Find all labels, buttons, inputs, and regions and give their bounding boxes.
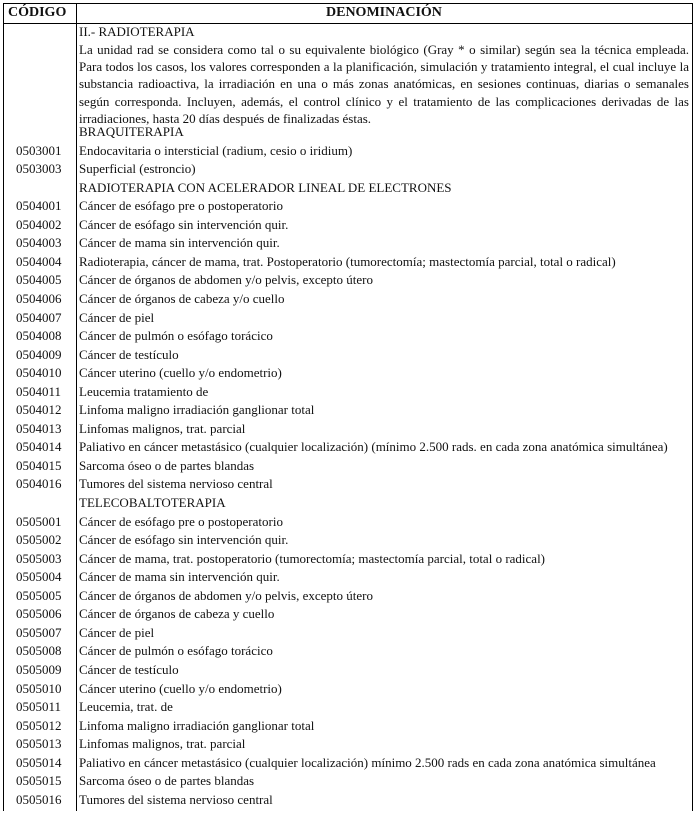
row-code: 0504010 <box>16 365 62 381</box>
table-row <box>0 401 698 420</box>
table-row <box>0 271 698 290</box>
table-row <box>0 197 698 216</box>
table-row <box>0 142 698 161</box>
table-top-border <box>3 3 693 4</box>
row-code: 0504013 <box>16 420 62 436</box>
row-denomination: Superficial (estroncio) <box>79 161 196 177</box>
row-denomination: Paliativo en cáncer metastásico (cualquier localización) (mínimo 2.500 rads. en cada zona anatómica simultánea) <box>79 439 668 455</box>
row-denomination: Cáncer de testículo <box>79 346 179 362</box>
row-code: 0504007 <box>16 309 62 325</box>
row-denomination: Cáncer de piel <box>79 624 155 640</box>
row-code: 0504011 <box>16 383 62 399</box>
table-row <box>0 457 698 476</box>
table-row <box>0 253 698 272</box>
table-row <box>0 216 698 235</box>
row-code: 0505001 <box>16 513 62 529</box>
row-denomination: Linfomas malignos, trat. parcial <box>79 420 246 436</box>
table-row <box>0 661 698 680</box>
subsection-heading-row <box>0 123 698 142</box>
row-denomination: Linfoma maligno irradiación ganglionar total <box>79 402 315 418</box>
row-denomination: Cáncer de esófago pre o postoperatorio <box>79 513 283 529</box>
table-row <box>0 346 698 365</box>
row-code: 0505010 <box>16 680 62 696</box>
table-row <box>0 587 698 606</box>
table-row <box>0 160 698 179</box>
row-denomination: Cáncer de testículo <box>79 661 179 677</box>
table-row <box>0 531 698 550</box>
row-code: 0504015 <box>16 457 62 473</box>
section-title-row <box>0 23 698 42</box>
row-code: 0504014 <box>16 439 62 455</box>
table-row <box>0 735 698 754</box>
row-denomination: Cáncer de pulmón o esófago torácico <box>79 328 273 344</box>
row-denomination: Radioterapia, cáncer de mama, trat. Postoperatorio (tumorectomía; mastectomía parcial, total o radical) <box>79 253 616 269</box>
row-code: 0504016 <box>16 476 62 492</box>
row-code: 0505011 <box>16 699 62 715</box>
table-row <box>0 234 698 253</box>
table-row <box>0 754 698 773</box>
row-denomination: Leucemia, trat. de <box>79 699 173 715</box>
row-denomination: Linfomas malignos, trat. parcial <box>79 736 246 752</box>
row-code: 0505015 <box>16 773 62 789</box>
section-title: II.- RADIOTERAPIA <box>79 24 195 39</box>
subsection-heading: BRAQUITERAPIA <box>79 124 184 139</box>
row-denomination: Cáncer de pulmón o esófago torácico <box>79 643 273 659</box>
row-denomination: Paliativo en cáncer metastásico (cualquier localización) mínimo 2.500 rads en cada zona anatómica simultánea <box>79 754 656 770</box>
row-code: 0505009 <box>16 661 62 677</box>
subsection-heading-row <box>0 494 698 513</box>
table-row <box>0 717 698 736</box>
intro-paragraph: La unidad rad se considera como tal o su equivalente biológico (Gray * o similar) según sea la técnica empleada. Para todos los casos, los valores corresponden a la planificación, simulación y tratamiento integral, el cual incluye la substancia radioactiva, la irradiación en una o más zonas anatómicas, en sesiones continuas, diarias o semanales según corresponda. Incluyen, además, el control clínico y el tratamiento de las complicaciones derivadas de las irradiaciones, hasta 20 días después de finalizadas éstas. <box>79 42 689 126</box>
row-denomination: Cáncer uterino (cuello y/o endometrio) <box>79 365 282 381</box>
row-denomination: Cáncer de órganos de abdomen y/o pelvis, excepto útero <box>79 587 373 603</box>
row-code: 0505002 <box>16 532 62 548</box>
row-denomination: Linfoma maligno irradiación ganglionar total <box>79 717 315 733</box>
row-denomination: Sarcoma óseo o de partes blandas <box>79 457 255 473</box>
table-row <box>0 290 698 309</box>
row-denomination: Cáncer de esófago pre o postoperatorio <box>79 198 283 214</box>
subsection-heading-row <box>0 179 698 198</box>
row-denomination: Cáncer de órganos de cabeza y/o cuello <box>79 290 285 306</box>
table-row <box>0 550 698 569</box>
row-denomination: Leucemia tratamiento de <box>79 383 209 399</box>
row-code: 0504004 <box>16 253 62 269</box>
table-row <box>0 327 698 346</box>
table-row <box>0 364 698 383</box>
table-row <box>0 309 698 328</box>
row-code: 0505005 <box>16 587 62 603</box>
row-code: 0505013 <box>16 736 62 752</box>
subsection-heading: TELECOBALTOTERAPIA <box>79 495 226 510</box>
table-row <box>0 642 698 661</box>
row-code: 0504008 <box>16 328 62 344</box>
table-row <box>0 624 698 643</box>
table-row <box>0 475 698 494</box>
row-denomination: Cáncer de piel <box>79 309 155 325</box>
row-code: 0503003 <box>16 161 62 177</box>
row-code: 0504002 <box>16 216 62 232</box>
row-denomination: Cáncer de mama sin intervención quir. <box>79 569 280 585</box>
table-row <box>0 680 698 699</box>
row-code: 0505008 <box>16 643 62 659</box>
row-code: 0504009 <box>16 346 62 362</box>
table-row <box>0 605 698 624</box>
row-code: 0503001 <box>16 142 62 158</box>
row-code: 0505007 <box>16 624 62 640</box>
row-code: 0504003 <box>16 235 62 251</box>
row-code: 0505004 <box>16 569 62 585</box>
table-row <box>0 438 698 457</box>
table-row <box>0 383 698 402</box>
table-row <box>0 420 698 439</box>
row-denomination: Cáncer de mama sin intervención quir. <box>79 235 280 251</box>
table-row <box>0 568 698 587</box>
row-denomination: Tumores del sistema nervioso central <box>79 791 273 807</box>
row-denomination: Cáncer uterino (cuello y/o endometrio) <box>79 680 282 696</box>
row-code: 0504005 <box>16 272 62 288</box>
row-denomination: Cáncer de órganos de abdomen y/o pelvis, excepto útero <box>79 272 373 288</box>
column-header-code: CÓDIGO <box>8 5 67 20</box>
row-code: 0505016 <box>16 791 62 807</box>
row-code: 0504012 <box>16 402 62 418</box>
row-code: 0504001 <box>16 198 62 214</box>
row-denomination: Cáncer de mama, trat. postoperatorio (tumorectomía; mastectomía parcial, total o radical) <box>79 550 546 566</box>
row-code: 0505006 <box>16 606 62 622</box>
table-row <box>0 513 698 532</box>
table-row <box>0 791 698 810</box>
table-row <box>0 698 698 717</box>
row-denomination: Endocavitaria o intersticial (radium, cesio o iridium) <box>79 142 353 158</box>
row-denomination: Tumores del sistema nervioso central <box>79 476 273 492</box>
row-code: 0505014 <box>16 754 62 770</box>
table-row <box>0 772 698 791</box>
row-denomination: Cáncer de esófago sin intervención quir. <box>79 532 289 548</box>
row-code: 0505003 <box>16 550 62 566</box>
column-header-denomination: DENOMINACIÓN <box>326 5 442 20</box>
row-code: 0505012 <box>16 717 62 733</box>
row-denomination: Cáncer de órganos de cabeza y cuello <box>79 606 275 622</box>
row-denomination: Sarcoma óseo o de partes blandas <box>79 773 255 789</box>
row-code: 0504006 <box>16 290 62 306</box>
row-denomination: Cáncer de esófago sin intervención quir. <box>79 216 289 232</box>
subsection-heading: RADIOTERAPIA CON ACELERADOR LINEAL DE ELECTRONES <box>79 179 452 195</box>
